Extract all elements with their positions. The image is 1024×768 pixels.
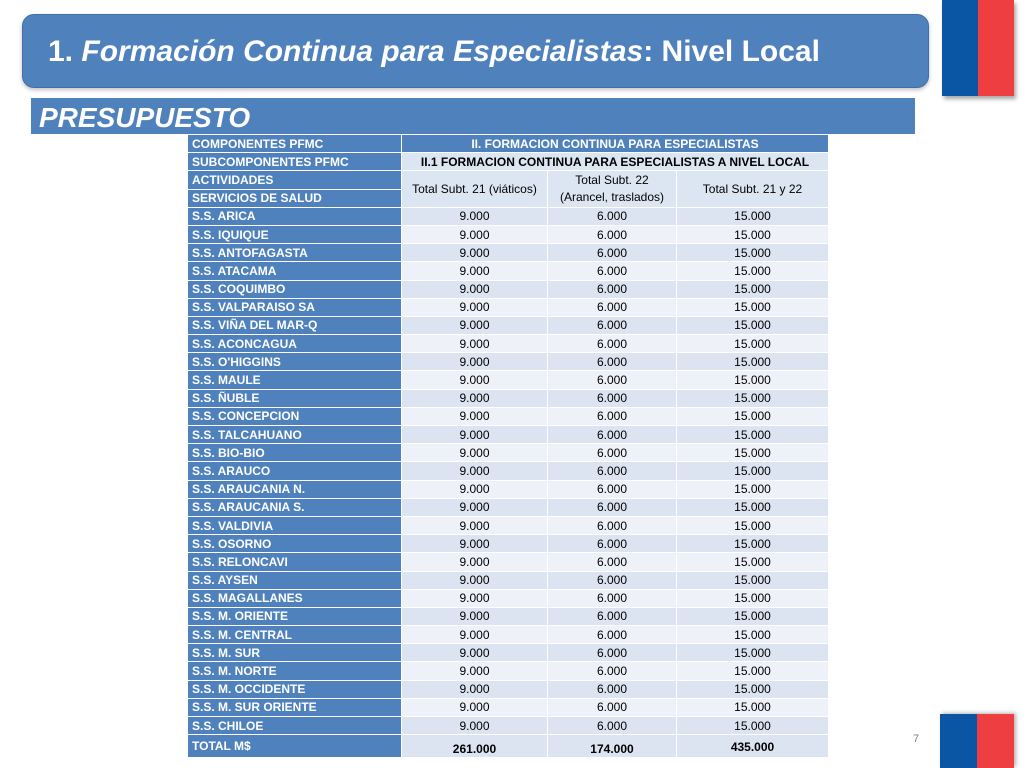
- page-number: 7: [913, 733, 920, 745]
- subt21-value: 9.000: [402, 225, 548, 243]
- total-value: 15.000: [677, 462, 829, 480]
- service-name: S.S. ANTOFAGASTA: [188, 244, 402, 262]
- subcomponentes-row: [188, 153, 829, 171]
- total-value: 15.000: [677, 353, 829, 371]
- total-grand: 435.000: [677, 735, 829, 758]
- table-row: [188, 225, 829, 243]
- subt21-value: 9.000: [402, 207, 548, 225]
- subt21-value: 9.000: [402, 571, 548, 589]
- table-row: [188, 516, 829, 534]
- table-row: [188, 207, 829, 225]
- subt21-value: 9.000: [402, 262, 548, 280]
- subt21-value: 9.000: [402, 698, 548, 716]
- subt22-value: 6.000: [548, 498, 677, 516]
- total-value: 15.000: [677, 335, 829, 353]
- total-value: 15.000: [677, 371, 829, 389]
- flag-blue-stripe-bottom: [940, 714, 977, 768]
- total-value: 15.000: [677, 444, 829, 462]
- total-value: 15.000: [677, 426, 829, 444]
- subt21-value: 9.000: [402, 389, 548, 407]
- subt21-value: 9.000: [402, 717, 548, 735]
- column-header-subt22: [548, 171, 677, 207]
- total-value: 15.000: [677, 698, 829, 716]
- subt21-value: 9.000: [402, 280, 548, 298]
- flag-logo-top: [942, 0, 1014, 96]
- subcomponentes-value: II.1 FORMACION CONTINUA PARA ESPECIALISTAS A NIVEL LOCAL: [402, 153, 829, 171]
- service-name: S.S. VALPARAISO SA: [188, 298, 402, 316]
- flag-red-stripe-bottom: [977, 714, 1014, 768]
- componentes-row: [188, 135, 829, 153]
- actividades-label: ACTIVIDADES: [188, 171, 402, 189]
- total-value: 15.000: [677, 680, 829, 698]
- table-row: [188, 316, 829, 334]
- subt22-value: 6.000: [548, 698, 677, 716]
- subt21-value: 9.000: [402, 316, 548, 334]
- service-name: S.S. M. NORTE: [188, 662, 402, 680]
- subt21-value: 9.000: [402, 589, 548, 607]
- subt21-value: 9.000: [402, 298, 548, 316]
- subt22-value: 6.000: [548, 280, 677, 298]
- servicios-label: SERVICIOS DE SALUD: [188, 189, 402, 207]
- service-name: S.S. MAGALLANES: [188, 589, 402, 607]
- total-value: 15.000: [677, 280, 829, 298]
- service-name: S.S. RELONCAVI: [188, 553, 402, 571]
- subt22-value: 6.000: [548, 353, 677, 371]
- subt21-value: 9.000: [402, 444, 548, 462]
- subt21-value: 9.000: [402, 535, 548, 553]
- service-name: S.S. AYSEN: [188, 571, 402, 589]
- table-row: [188, 280, 829, 298]
- total-value: 15.000: [677, 389, 829, 407]
- service-name: S.S. ACONCAGUA: [188, 335, 402, 353]
- table-row: [188, 498, 829, 516]
- table-row: [188, 353, 829, 371]
- total-value: 15.000: [677, 480, 829, 498]
- service-name: S.S. O'HIGGINS: [188, 353, 402, 371]
- table-row: [188, 717, 829, 735]
- service-name: S.S. M. OCCIDENTE: [188, 680, 402, 698]
- slide-title: [22, 14, 929, 88]
- subt22-value: 6.000: [548, 553, 677, 571]
- total-value: 15.000: [677, 498, 829, 516]
- total-subt22: 174.000: [548, 735, 677, 758]
- service-name: S.S. ÑUBLE: [188, 389, 402, 407]
- budget-table: [187, 134, 829, 758]
- title-number: 1.: [48, 35, 74, 68]
- subcomponentes-label: SUBCOMPONENTES PFMC: [188, 153, 402, 171]
- column-header-subt22-line2: (Arancel, traslados): [559, 190, 665, 205]
- flag-logo-bottom: [940, 714, 1014, 768]
- section-heading: PRESUPUESTO: [31, 98, 915, 134]
- service-name: S.S. CONCEPCION: [188, 407, 402, 425]
- table-row: [188, 244, 829, 262]
- table-row: [188, 553, 829, 571]
- total-value: 15.000: [677, 535, 829, 553]
- subt22-value: 6.000: [548, 516, 677, 534]
- total-value: 15.000: [677, 717, 829, 735]
- service-name: S.S. M. SUR ORIENTE: [188, 698, 402, 716]
- table-row: [188, 371, 829, 389]
- total-value: 15.000: [677, 516, 829, 534]
- subt21-value: 9.000: [402, 353, 548, 371]
- subt21-value: 9.000: [402, 335, 548, 353]
- table-row: [188, 662, 829, 680]
- service-name: S.S. TALCAHUANO: [188, 426, 402, 444]
- table-row: [188, 389, 829, 407]
- subt22-value: 6.000: [548, 589, 677, 607]
- subt22-value: 6.000: [548, 644, 677, 662]
- table-row: [188, 680, 829, 698]
- table-row: [188, 298, 829, 316]
- subt22-value: 6.000: [548, 462, 677, 480]
- total-label: TOTAL M$: [188, 735, 402, 758]
- total-value: 15.000: [677, 571, 829, 589]
- column-header-subt21: Total Subt. 21 (viáticos): [402, 171, 548, 207]
- total-value: 15.000: [677, 607, 829, 625]
- service-name: S.S. ARICA: [188, 207, 402, 225]
- service-name: S.S. IQUIQUE: [188, 225, 402, 243]
- total-value: 15.000: [677, 207, 829, 225]
- table-row: [188, 626, 829, 644]
- total-value: 15.000: [677, 225, 829, 243]
- service-name: S.S. MAULE: [188, 371, 402, 389]
- service-name: S.S. ARAUCANIA S.: [188, 498, 402, 516]
- service-name: S.S. CHILOE: [188, 717, 402, 735]
- subt22-value: 6.000: [548, 680, 677, 698]
- subt22-value: 6.000: [548, 262, 677, 280]
- subt22-value: 6.000: [548, 389, 677, 407]
- service-name: S.S. M. SUR: [188, 644, 402, 662]
- total-value: 15.000: [677, 407, 829, 425]
- table-row: [188, 698, 829, 716]
- table-row: [188, 644, 829, 662]
- flag-blue-stripe: [942, 0, 978, 96]
- table-row: [188, 589, 829, 607]
- subt22-value: 6.000: [548, 371, 677, 389]
- service-name: S.S. OSORNO: [188, 535, 402, 553]
- total-row: [188, 735, 829, 758]
- table-row: [188, 407, 829, 425]
- subt21-value: 9.000: [402, 462, 548, 480]
- service-name: S.S. ARAUCO: [188, 462, 402, 480]
- componentes-label: COMPONENTES PFMC: [188, 135, 402, 153]
- total-value: 15.000: [677, 662, 829, 680]
- total-value: 15.000: [677, 553, 829, 571]
- column-header-total: Total Subt. 21 y 22: [677, 171, 829, 207]
- service-name: S.S. M. CENTRAL: [188, 626, 402, 644]
- table-row: [188, 335, 829, 353]
- table-row: [188, 607, 829, 625]
- subt21-value: 9.000: [402, 407, 548, 425]
- subt22-value: 6.000: [548, 626, 677, 644]
- title-italic: Formación Continua para Especialistas: [81, 35, 644, 68]
- subt21-value: 9.000: [402, 662, 548, 680]
- service-name: S.S. M. ORIENTE: [188, 607, 402, 625]
- total-value: 15.000: [677, 298, 829, 316]
- total-subt21: 261.000: [402, 735, 548, 758]
- subt22-value: 6.000: [548, 535, 677, 553]
- subt22-value: 6.000: [548, 335, 677, 353]
- subt21-value: 9.000: [402, 244, 548, 262]
- flag-red-stripe: [978, 0, 1014, 96]
- subt22-value: 6.000: [548, 426, 677, 444]
- total-value: 15.000: [677, 644, 829, 662]
- total-value: 15.000: [677, 589, 829, 607]
- service-name: S.S. COQUIMBO: [188, 280, 402, 298]
- table-row: [188, 480, 829, 498]
- table-row: [188, 262, 829, 280]
- subt21-value: 9.000: [402, 371, 548, 389]
- subt21-value: 9.000: [402, 607, 548, 625]
- subt22-value: 6.000: [548, 444, 677, 462]
- subt22-value: 6.000: [548, 225, 677, 243]
- subt22-value: 6.000: [548, 316, 677, 334]
- subt22-value: 6.000: [548, 717, 677, 735]
- subt22-value: 6.000: [548, 607, 677, 625]
- subt22-value: 6.000: [548, 407, 677, 425]
- table-row: [188, 535, 829, 553]
- total-value: 15.000: [677, 316, 829, 334]
- subt21-value: 9.000: [402, 480, 548, 498]
- service-name: S.S. BIO-BIO: [188, 444, 402, 462]
- subt22-value: 6.000: [548, 662, 677, 680]
- table-row: [188, 462, 829, 480]
- subt21-value: 9.000: [402, 516, 548, 534]
- actividades-row: [188, 171, 829, 189]
- total-value: 15.000: [677, 244, 829, 262]
- column-header-subt22-line1: Total Subt. 22: [575, 173, 649, 188]
- subt21-value: 9.000: [402, 426, 548, 444]
- subt22-value: 6.000: [548, 571, 677, 589]
- subt21-value: 9.000: [402, 498, 548, 516]
- subt22-value: 6.000: [548, 244, 677, 262]
- subt21-value: 9.000: [402, 680, 548, 698]
- table-row: [188, 444, 829, 462]
- subt22-value: 6.000: [548, 298, 677, 316]
- componentes-value: II. FORMACION CONTINUA PARA ESPECIALISTAS: [402, 135, 829, 153]
- subt22-value: 6.000: [548, 207, 677, 225]
- subt22-value: 6.000: [548, 480, 677, 498]
- title-rest: : Nivel Local: [643, 35, 820, 68]
- subt21-value: 9.000: [402, 644, 548, 662]
- table-row: [188, 426, 829, 444]
- service-name: S.S. VALDIVIA: [188, 516, 402, 534]
- total-value: 15.000: [677, 626, 829, 644]
- service-name: S.S. ATACAMA: [188, 262, 402, 280]
- total-value: 15.000: [677, 262, 829, 280]
- subt21-value: 9.000: [402, 553, 548, 571]
- service-name: S.S. VIÑA DEL MAR-Q: [188, 316, 402, 334]
- subt21-value: 9.000: [402, 626, 548, 644]
- service-name: S.S. ARAUCANIA N.: [188, 480, 402, 498]
- table-row: [188, 571, 829, 589]
